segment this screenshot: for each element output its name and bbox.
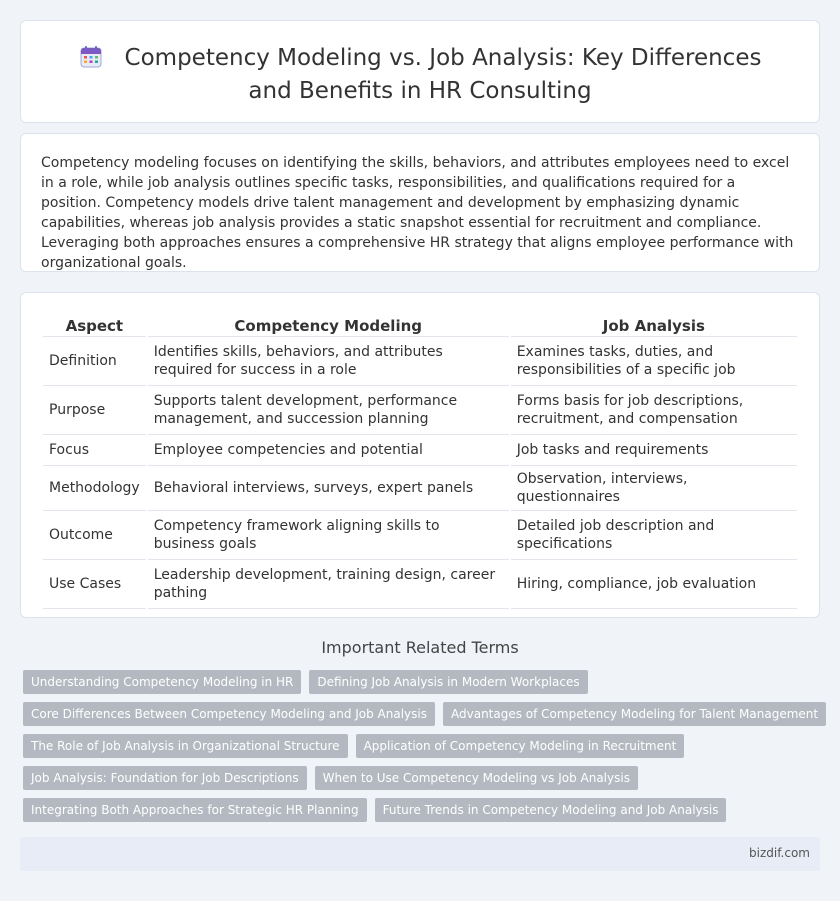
title-card [20, 20, 820, 123]
table-row [43, 560, 797, 609]
row-aspect: Purpose [43, 386, 146, 435]
table-row [43, 435, 797, 466]
related-term-tag[interactable]: Understanding Competency Modeling in HR [23, 670, 301, 694]
comparison-table [41, 315, 799, 609]
table-row [43, 386, 797, 435]
footer-site-link[interactable]: bizdif.com [749, 846, 810, 860]
related-term-tag[interactable]: Future Trends in Competency Modeling and Job Analysis [375, 798, 727, 822]
row-aspect: Outcome [43, 511, 146, 560]
row-competency-modeling: Identifies skills, behaviors, and attributes required for success in a role [148, 337, 509, 386]
intro-card [20, 133, 820, 272]
related-term-tag[interactable]: Application of Competency Modeling in Recruitment [356, 734, 685, 758]
row-aspect: Definition [43, 337, 146, 386]
page-title-wrap [21, 44, 819, 106]
calendar-icon [79, 45, 103, 77]
tag-row [23, 702, 819, 726]
table-row [43, 466, 797, 511]
comparison-table-card [20, 292, 820, 618]
row-competency-modeling: Leadership development, training design, career pathing [148, 560, 509, 609]
related-terms-title: Important Related Terms [321, 638, 519, 657]
row-competency-modeling: Supports talent development, performance management, and succession planning [148, 386, 509, 435]
header-competency-modeling: Competency Modeling [148, 315, 509, 337]
row-job-analysis: Examines tasks, duties, and responsibilities of a specific job [511, 337, 797, 386]
header-job-analysis: Job Analysis [511, 315, 797, 337]
header-aspect: Aspect [43, 315, 146, 337]
row-competency-modeling: Competency framework aligning skills to business goals [148, 511, 509, 560]
page-title: Competency Modeling vs. Job Analysis: Key Differences and Benefits in HR Consulting [124, 45, 762, 104]
tag-row [23, 734, 803, 758]
table-row [43, 511, 797, 560]
row-job-analysis: Forms basis for job descriptions, recruitment, and compensation [511, 386, 797, 435]
tag-row [23, 670, 803, 694]
table-header-row [43, 315, 797, 337]
related-term-tag[interactable]: Defining Job Analysis in Modern Workplaces [309, 670, 587, 694]
related-term-tag[interactable]: The Role of Job Analysis in Organizational Structure [23, 734, 348, 758]
row-job-analysis: Job tasks and requirements [511, 435, 797, 466]
footer [20, 837, 820, 871]
related-term-tag[interactable]: Advantages of Competency Modeling for Talent Management [443, 702, 826, 726]
row-job-analysis: Hiring, compliance, job evaluation [511, 560, 797, 609]
related-term-tag[interactable]: When to Use Competency Modeling vs Job Analysis [315, 766, 638, 790]
related-term-tag[interactable]: Job Analysis: Foundation for Job Descriptions [23, 766, 307, 790]
row-aspect: Use Cases [43, 560, 146, 609]
intro-paragraph: Competency modeling focuses on identifying the skills, behaviors, and attributes employees need to excel in a role, while job analysis outlines specific tasks, responsibilities, and qualifications required for a position. Competency models drive talent management and development by emphasizing dynamic capabilities, whereas job analysis provides a static snapshot essential for recruitment and compliance. Leveraging both approaches ensures a comprehensive HR strategy that aligns employee performance with organizational goals. [41, 155, 794, 271]
related-term-tag[interactable]: Core Differences Between Competency Modeling and Job Analysis [23, 702, 435, 726]
table-row [43, 337, 797, 386]
related-terms-list [23, 670, 819, 830]
row-competency-modeling: Behavioral interviews, surveys, expert panels [148, 466, 509, 511]
row-job-analysis: Observation, interviews, questionnaires [511, 466, 797, 511]
related-term-tag[interactable]: Integrating Both Approaches for Strategic HR Planning [23, 798, 367, 822]
row-competency-modeling: Employee competencies and potential [148, 435, 509, 466]
tag-row [23, 798, 803, 822]
row-aspect: Focus [43, 435, 146, 466]
row-aspect: Methodology [43, 466, 146, 511]
tag-row [23, 766, 803, 790]
row-job-analysis: Detailed job description and specifications [511, 511, 797, 560]
